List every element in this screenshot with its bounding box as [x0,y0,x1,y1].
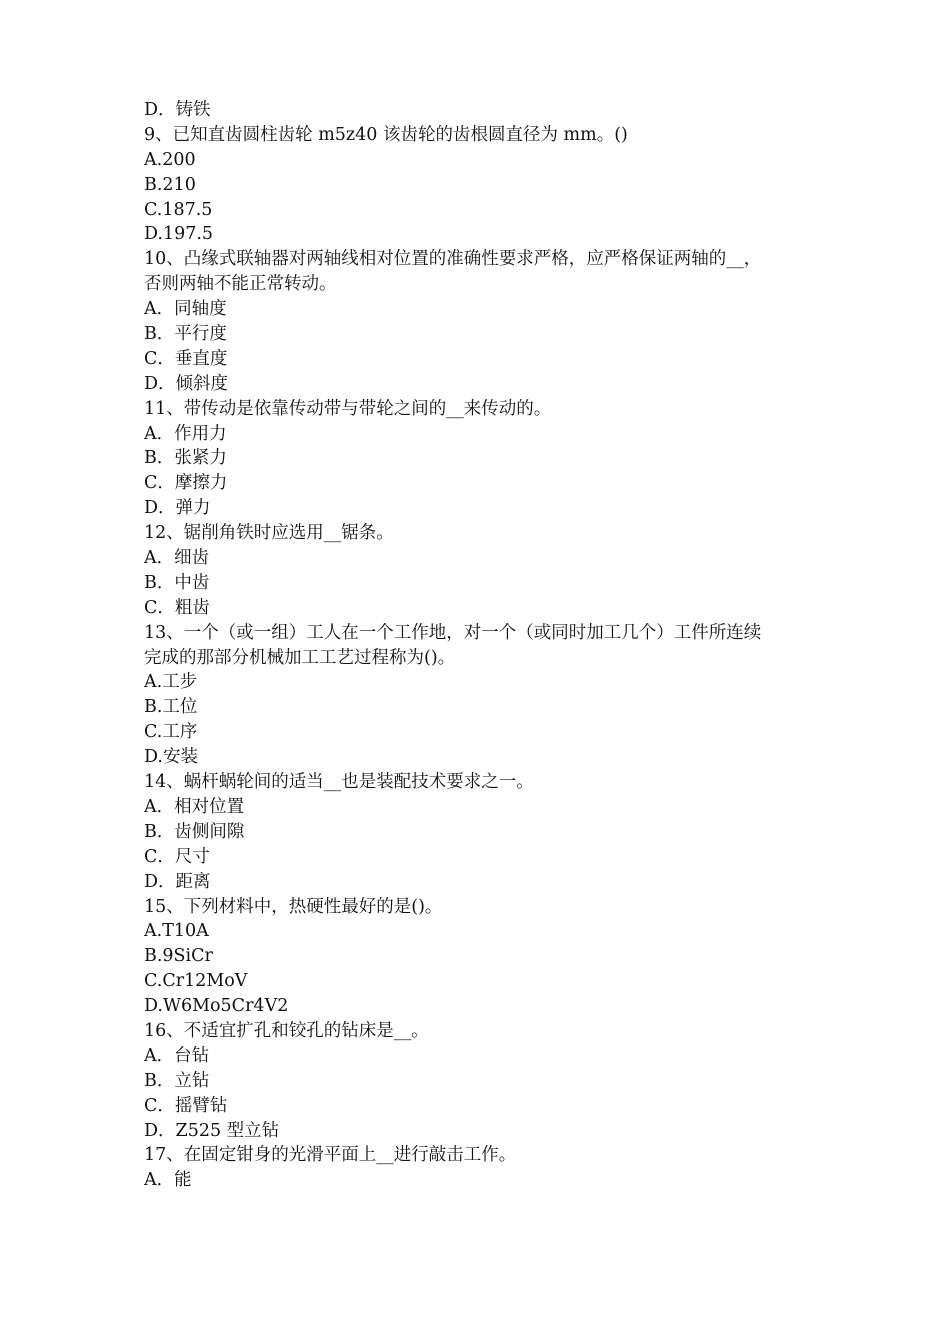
text-line: D．铸铁 [144,100,211,120]
option-line: C．摇臂钻 [144,1095,228,1116]
question-14: 14、蜗杆蜗轮间的适当__也是装配技术要求之一。 [144,772,534,793]
option-line: B．平行度 [144,324,227,345]
option-line: C．摩擦力 [144,473,228,494]
option-line: B.210 [144,174,196,195]
option-line: D.W6Mo5Cr4V2 [144,996,289,1017]
option-line: C.Cr12MoV [144,971,248,992]
option-line: A．能 [144,1170,192,1191]
option-line: D.197.5 [144,224,214,245]
option-line: C.工序 [144,722,198,743]
option-line: D．距离 [144,871,211,892]
question-16: 16、不适宜扩孔和铰孔的钻床是__。 [144,1020,429,1041]
document-body [144,98,824,1193]
question-15: 15、下列材料中，热硬性最好的是()。 [144,896,443,917]
option-line: B.9SiCr [144,946,213,967]
option-line: C．垂直度 [144,348,228,369]
option-line: B．齿侧间隙 [144,821,245,842]
option-line: A.200 [144,149,196,170]
option-line: A.工步 [144,672,198,693]
option-line: A．台钻 [144,1045,210,1066]
option-line: A．相对位置 [144,796,245,817]
option-line: D．弹力 [144,498,211,519]
option-line: A.T10A [144,921,209,942]
option-line: C．粗齿 [144,597,210,618]
option-line: D．Z525 型立钻 [144,1120,280,1141]
option-line: A．细齿 [144,548,210,569]
option-line: B.工位 [144,697,198,718]
option-line: D.安装 [144,747,198,768]
question-11: 11、带传动是依靠传动带与带轮之间的__来传动的。 [144,398,552,419]
option-line: B．立钻 [144,1070,210,1091]
option-line: C.187.5 [144,199,213,220]
question-10: 10、凸缘式联轴器对两轴线相对位置的准确性要求严格，应严格保证两轴的__， [144,249,762,270]
option-line: B．中齿 [144,572,210,593]
option-line: D．倾斜度 [144,373,229,394]
question-9: 9、已知直齿圆柱齿轮 m5z40 该齿轮的齿根圆直径为 mm。() [144,124,628,145]
question-17: 17、在固定钳身的光滑平面上__进行敲击工作。 [144,1145,517,1166]
option-line: B．张紧力 [144,448,227,469]
option-line: C．尺寸 [144,846,210,867]
option-line: A．作用力 [144,423,227,444]
question-13: 13、一个（或一组）工人在一个工作地，对一个（或同时加工几个）工件所连续 [144,622,762,643]
question-12: 12、锯削角铁时应选用__锯条。 [144,523,394,544]
text-line: 完成的那部分机械加工工艺过程称为()。 [144,647,456,668]
option-line: A．同轴度 [144,299,227,320]
text-line: 否则两轴不能正常转动。 [144,274,337,295]
